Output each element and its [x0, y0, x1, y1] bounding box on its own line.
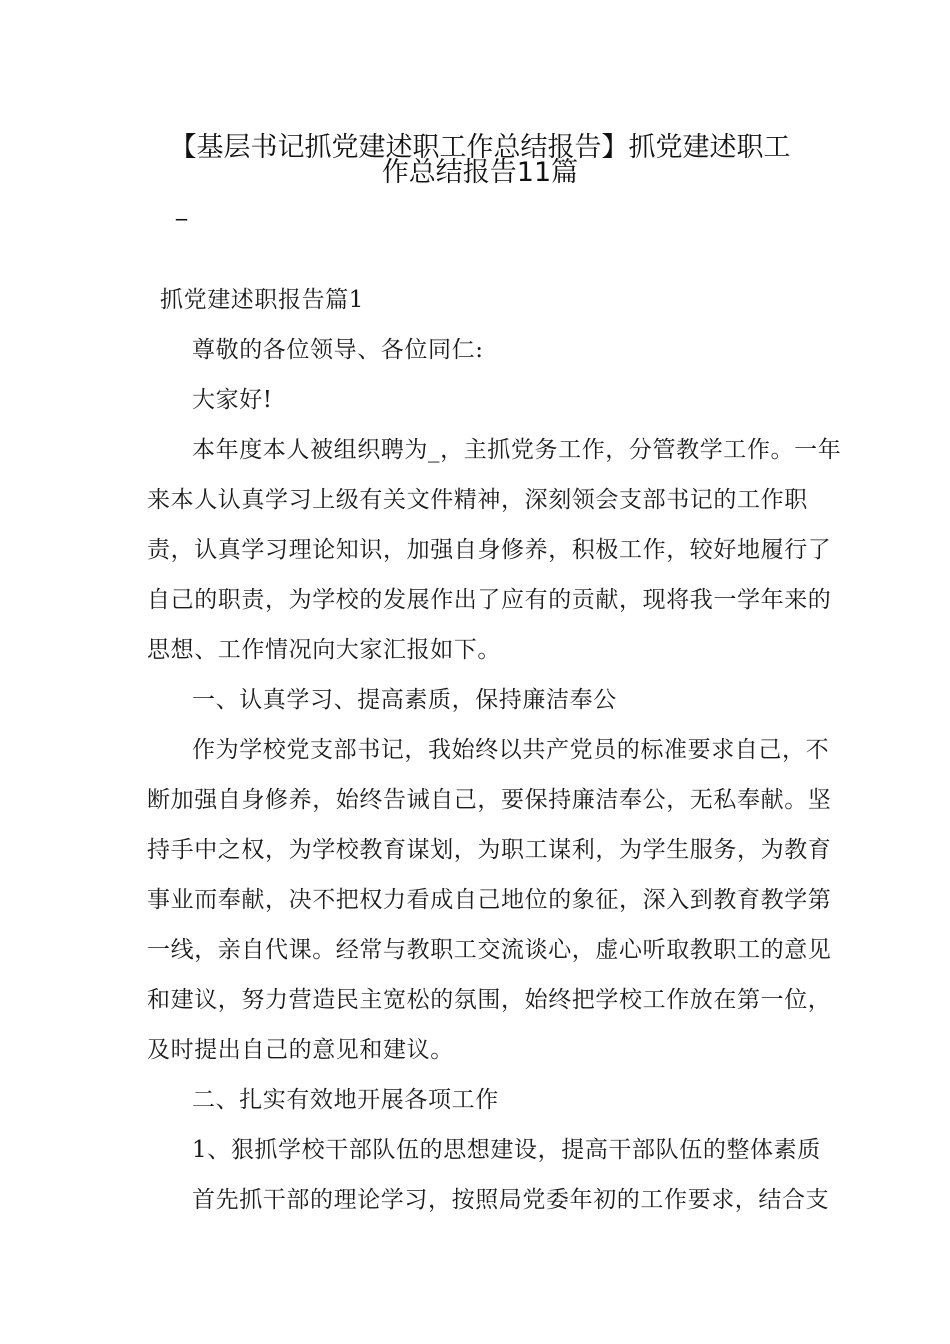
paragraph-2-line: 断加强自身修养，始终告诫自己，要保持廉洁奉公，无私奉献。坚	[147, 787, 832, 813]
section-subtitle: 抓党建述职报告篇1	[160, 287, 365, 313]
paragraph-1-line: 本年度本人被组织聘为_，主抓党务工作，分管教学工作。一年	[192, 437, 842, 463]
document-title-line-2: 作总结报告11篇	[381, 157, 579, 188]
heading-2: 二、扎实有效地开展各项工作	[192, 1087, 499, 1113]
paragraph-1-line: 来本人认真学习上级有关文件精神，深刻领会支部书记的工作职	[147, 487, 808, 513]
blank-placeholder: _	[176, 196, 187, 221]
heading-1: 一、认真学习、提高素质，保持廉洁奉公	[192, 687, 617, 713]
paragraph-2-line: 一线，亲自代课。经常与教职工交流谈心，虚心听取教职工的意见	[147, 937, 832, 963]
paragraph-2-line: 和建议，努力营造民主宽松的氛围，始终把学校工作放在第一位，	[147, 987, 832, 1013]
paragraph-1-line: 自己的职责，为学校的发展作出了应有的贡献，现将我一学年来的	[147, 587, 832, 613]
paragraph-3-line: 首先抓干部的理论学习，按照局党委年初的工作要求，结合支	[192, 1187, 830, 1213]
paragraph-1-line: 责，认真学习理论知识，加强自身修养，积极工作，较好地履行了	[147, 537, 832, 563]
paragraph-2-line: 作为学校党支部书记，我始终以共产党员的标准要求自己，不	[192, 737, 830, 763]
paragraph-2-line: 持手中之权，为学校教育谋划，为职工谋利，为学生服务，为教育	[147, 837, 832, 863]
paragraph-1-line: 思想、工作情况向大家汇报如下。	[147, 637, 501, 663]
greeting: 尊敬的各位领导、各位同仁:	[192, 337, 484, 363]
heading-3: 1、狠抓学校干部队伍的思想建设，提高干部队伍的整体素质	[192, 1137, 821, 1163]
paragraph-2-line: 及时提出自己的意见和建议。	[147, 1037, 454, 1063]
paragraph-2-line: 事业而奉献，决不把权力看成自己地位的象征，深入到教育教学第	[147, 887, 832, 913]
hello: 大家好!	[192, 387, 273, 413]
document-title-line-1: 【基层书记抓党建述职工作总结报告】抓党建述职工	[169, 132, 791, 163]
